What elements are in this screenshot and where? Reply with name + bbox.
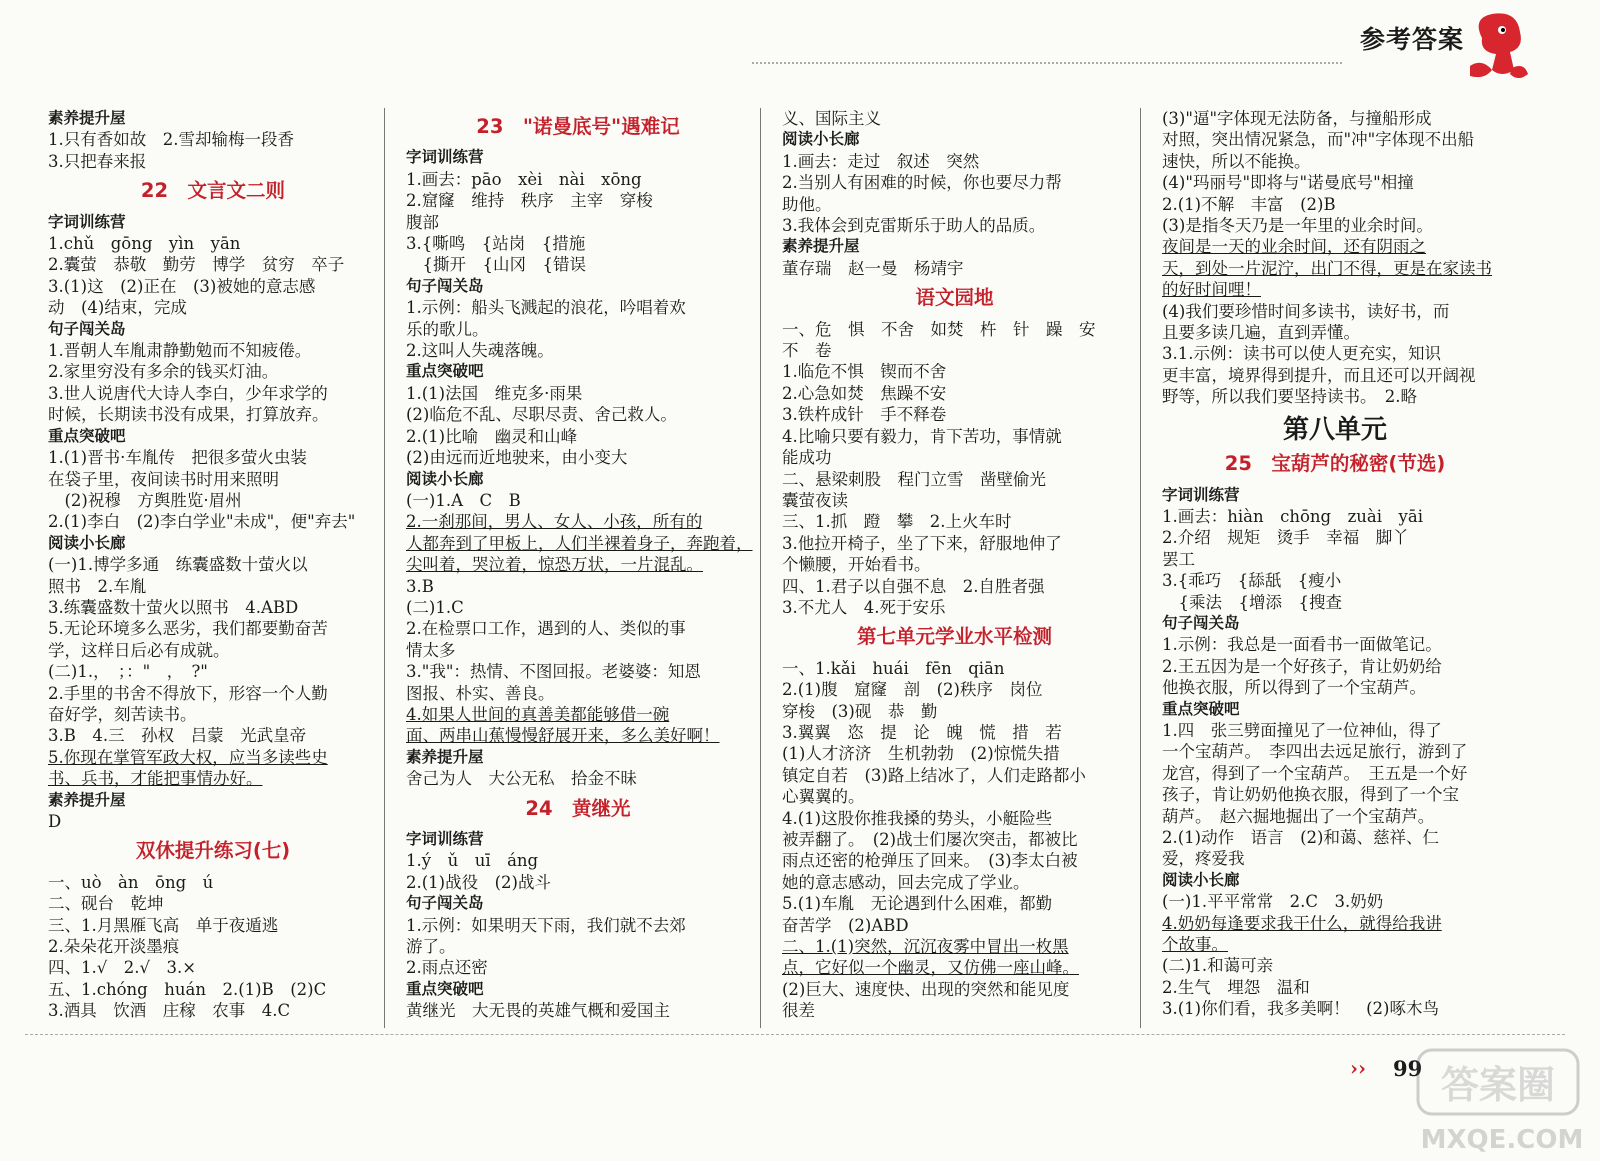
- subsection-heading: 素养提升屋: [48, 109, 126, 127]
- answer-line: (一)1.平平常常 2.C 3.奶奶: [1162, 892, 1384, 912]
- answer-line: 图报、朴实、善良。: [406, 683, 555, 703]
- answer-line: 1.只有香如故 2.雪却输梅一段香: [48, 130, 294, 150]
- answer-line: 1.画去：hiàn chōng zuài yāi: [1162, 506, 1423, 526]
- subsection-heading: 素养提升屋: [406, 747, 484, 766]
- page-deco: ››: [1350, 1056, 1366, 1080]
- answer-line: 2.囊萤 恭敬 勤劳 博学 贫穷 卒子: [48, 255, 345, 275]
- footer-rule: [25, 1034, 1565, 1035]
- subsection-heading: 阅读小长廊: [1162, 870, 1240, 889]
- answer-line: 3.翼翼 恣 提 论 魄 慌 措 若: [782, 722, 1062, 742]
- subsection-heading: 字词训练营: [48, 212, 126, 231]
- answer-line: 野等，所以我们要坚持读书。 2.略: [1162, 387, 1417, 407]
- answer-line: 2.家里穷没有多余的钱买灯油。: [48, 362, 279, 382]
- answer-line: 镇定自若 (3)路上结冰了，人们走路都小: [782, 765, 1086, 785]
- answer-line: 3."我"：热情、不图回报。老婆婆：知恩: [406, 662, 701, 682]
- answer-column-1: [48, 108, 378, 1022]
- answer-line: 2.(1)比喻 幽灵和山峰: [406, 426, 578, 446]
- section-title: 23 "诺曼底号"遇难记: [476, 115, 680, 138]
- subsection-heading: 字词训练营: [406, 148, 484, 167]
- underlined-answer-line: 的好时间哩！: [1162, 280, 1261, 300]
- answer-line: (2)由远而近地驶来，由小变大: [406, 448, 628, 468]
- answer-line: (二)1.C: [406, 597, 464, 617]
- answer-line: 囊萤夜读: [782, 490, 848, 510]
- answer-line: 二、砚台 乾坤: [48, 894, 164, 914]
- answer-line: (2)临危不乱、尽职尽责、舍己救人。: [406, 405, 677, 425]
- underlined-answer-line: 天，到处一片泥泞，出门不得，更是在家读书: [1162, 258, 1492, 278]
- answer-line: 对照，突出情况紧急，而"冲"字体现不出船: [1162, 130, 1475, 150]
- underlined-answer-line: 4.奶奶每逢要求我干什么，就得给我讲: [1162, 913, 1442, 933]
- answer-line: 3.练囊盛数十萤火以照书 4.ABD: [48, 597, 299, 617]
- answer-line: {撕开 {山冈 {错误: [406, 255, 586, 275]
- subsection-heading: 句子闯关岛: [48, 319, 126, 338]
- subsection-heading: 素养提升屋: [48, 790, 126, 809]
- answer-line: 3.{乖巧 {舔舐 {瘦小: [1162, 571, 1342, 591]
- underlined-answer-line: 4.如果人世间的真善美都能够借一碗: [406, 704, 670, 724]
- subsection-heading: 阅读小长廊: [48, 533, 126, 552]
- answer-line: 3.{嘶鸣 {站岗 {措施: [406, 234, 586, 254]
- answer-line: 能成功: [782, 448, 832, 468]
- answer-column-3: [782, 108, 1127, 1022]
- watermark-logo: [1410, 1040, 1590, 1158]
- answer-line: 2.(1)腹 窟窿 剖 (2)秩序 岗位: [782, 680, 1043, 700]
- subsection-heading: 字词训练营: [406, 830, 484, 848]
- answer-line: 游了。: [406, 937, 456, 957]
- answer-line: 3.我体会到克雷斯乐于助人的品质。: [782, 216, 1046, 236]
- answer-line: 3.只把春来报: [48, 151, 147, 171]
- answer-line: 一个宝葫芦。 李四出去远足旅行，游到了: [1162, 742, 1468, 762]
- underlined-answer-line: 人都奔到了甲板上，人们半裸着身子，奔跑着，: [406, 533, 753, 553]
- answer-line: 孩子，肯让奶奶他换衣服，得到了一个宝: [1162, 785, 1459, 805]
- answer-line: 1.临危不惧 锲而不舍: [782, 362, 947, 382]
- column-divider: [384, 108, 385, 1028]
- answer-line: D: [48, 812, 62, 831]
- answer-line: 爱，疼爱我: [1162, 849, 1245, 869]
- answer-line: 五、1.chóng huán 2.(1)B (2)C: [48, 979, 327, 999]
- answer-line: 二、悬梁刺股 程门立雪 凿壁偷光: [782, 469, 1046, 489]
- answer-line: 3.酒具 饮酒 庄稼 农事 4.C: [48, 1001, 291, 1021]
- answer-line: 穿梭 (3)砚 恭 勤: [782, 701, 938, 721]
- answer-line: 罢工: [1162, 549, 1195, 569]
- answer-line: 奋好学，刻苦读书。: [48, 704, 197, 724]
- answer-line: 1.画去：pāo xèi nài xōng: [406, 169, 642, 189]
- answer-line: (一)1.博学多通 练囊盛数十萤火以: [48, 555, 308, 575]
- answer-line: 乐的歌儿。: [406, 319, 489, 339]
- underlined-answer-line: 个故事。: [1162, 935, 1228, 955]
- answer-line: (二)1.， ；：" ， ?": [48, 662, 208, 682]
- answer-line: 心翼翼的。: [782, 787, 865, 807]
- answer-line: 时候，长期读书没有成果，打算放弃。: [48, 405, 329, 425]
- answer-line: 1.画去：走过 叙述 突然: [782, 151, 980, 171]
- answer-line: 黄继光 大无畏的英雄气概和爱国主: [406, 1001, 670, 1021]
- answer-line: 2.当别人有困难的时候，你也要尽力帮: [782, 173, 1062, 193]
- answer-line: 3.B 4.三 孙权 吕蒙 光武皇帝: [48, 726, 307, 746]
- answer-line: 龙宫，得到了一个宝葫芦。 王五是一个好: [1162, 763, 1468, 783]
- answer-line: 一、危 惧 不舍 如焚 杵 针 躁 安: [782, 319, 1096, 339]
- subsection-heading: 阅读小长廊: [782, 130, 860, 149]
- underlined-answer-line: 面、两串山蕉慢慢舒展开来，多么美好啊！: [406, 726, 720, 746]
- answer-line: 2.雨点还密: [406, 958, 488, 978]
- section-title: 双休提升练习(七): [135, 839, 291, 863]
- answer-line: 1.晋朝人车胤肃静勤勉而不知疲倦。: [48, 341, 312, 361]
- answer-line: (3)是指冬天乃是一年里的业余时间。: [1162, 216, 1433, 236]
- answer-line: 3.1.示例：读书可以使人更充实，知识: [1162, 344, 1441, 364]
- watermark-text: 答案圈: [1440, 1063, 1556, 1107]
- answer-line: 2.窟窿 维持 秩序 主宰 穿梭: [406, 191, 653, 211]
- section-title: 第七单元学业水平检测: [856, 625, 1052, 649]
- page-header-title: 参考答案: [1360, 25, 1465, 54]
- answer-line: 很差: [782, 1001, 815, 1021]
- underlined-answer-line: 2.一刹那间，男人、女人、小孩，所有的: [406, 512, 703, 532]
- mascot-icon: [1462, 8, 1532, 84]
- answer-line: (4)我们要珍惜时间多读书，读好书，而: [1162, 301, 1450, 321]
- answer-line: 个懒腰，开始看书。: [782, 555, 931, 575]
- answer-line: 更丰富，境界得到提升，而且还可以开阔视: [1162, 365, 1476, 385]
- answer-line: 2.在检票口工作，遇到的人、类似的事: [406, 619, 686, 639]
- answer-line: 1.(1)晋书·车胤传 把很多萤火虫装: [48, 448, 307, 468]
- subsection-heading: 重点突破吧: [48, 426, 126, 445]
- answer-line: 2.介绍 规矩 烫手 幸福 脚丫: [1162, 528, 1409, 548]
- answer-line: 助他。: [782, 194, 832, 214]
- answer-line: 5.(1)车胤 无论遇到什么困难，都勤: [782, 894, 1053, 914]
- answer-line: 一、1.kǎi huái fēn qiān: [782, 658, 1005, 678]
- answer-line: 一、uò àn ōng ú: [48, 872, 214, 892]
- underlined-answer-line: 尖叫着，哭泣着，惊恐万状，一片混乱。: [406, 555, 703, 575]
- underlined-answer-line: 5.你现在掌管军政大权，应当多读些史: [48, 747, 328, 767]
- subsection-heading: 句子闯关岛: [406, 894, 484, 913]
- answer-line: 3.(1)你们看，我多美啊！ (2)啄木鸟: [1162, 999, 1439, 1019]
- answer-line: 奋苦学 (2)ABD: [782, 915, 909, 935]
- answer-line: 3.(1)这 (2)正在 (3)被她的意志感: [48, 276, 316, 296]
- answer-line: 3.不尤人 4.死于安乐: [782, 597, 946, 617]
- answer-column-2: [406, 108, 753, 1022]
- answer-line: (1)人才济济 生机勃勃 (2)惊慌失措: [782, 744, 1060, 764]
- answer-line: 学，这样日后必有成就。: [48, 640, 230, 660]
- watermark-url: MXQE.COM: [1420, 1125, 1584, 1155]
- underlined-answer-line: 二、1.(1)突然，沉沉夜雾中冒出一枚黑: [782, 937, 1069, 957]
- answer-line: 2.(1)战役 (2)战斗: [406, 872, 551, 892]
- answer-line: 2.(1)李白 (2)李白学业"未成"，便"弃去": [48, 512, 356, 532]
- answer-line: 3.铁杵成针 手不释卷: [782, 405, 947, 425]
- answer-line: 且要多读几遍，直到弄懂。: [1162, 323, 1360, 343]
- answer-line: 2.生气 埋怨 温和: [1162, 977, 1310, 997]
- answer-line: 腹部: [406, 212, 439, 232]
- answer-line: 照书 2.车胤: [48, 576, 147, 596]
- answer-line: 四、1.君子以自强不息 2.自胜者强: [782, 576, 1045, 596]
- page-number: 99: [1393, 1056, 1423, 1081]
- subsection-heading: 重点突破吧: [406, 979, 484, 998]
- answer-line: 速快，所以不能换。: [1162, 151, 1311, 171]
- answer-line: (3)"逼"字体现无法防备，与撞船形成: [1162, 109, 1432, 128]
- answer-line: 1.示例：如果明天下雨，我们就不去郊: [406, 915, 686, 935]
- subsection-heading: 重点突破吧: [1162, 699, 1240, 718]
- answer-line: 3.B: [406, 576, 434, 596]
- answer-line: 在袋子里，夜间读书时用来照明: [48, 469, 279, 489]
- answer-line: 动 (4)结束，完成: [48, 298, 187, 318]
- subsection-heading: 字词训练营: [1162, 485, 1240, 504]
- answer-line: 1.四 张三劈面撞见了一位神仙，得了: [1162, 720, 1442, 740]
- answer-line: 雨点还密的枪弹压了回来。 (3)李太白被: [782, 851, 1078, 871]
- answer-line: 1.示例：船头飞溅起的浪花，吟唱着欢: [406, 298, 686, 318]
- section-title: 24 黄继光: [525, 796, 631, 820]
- answer-line: 2.这叫人失魂落魄。: [406, 341, 554, 361]
- answer-line: 董存瑞 赵一曼 杨靖宇: [782, 258, 964, 278]
- answer-line: 4.比喻只要有毅力，肯下苦功，事情就: [782, 426, 1062, 446]
- subsection-heading: 阅读小长廊: [406, 469, 484, 488]
- answer-line: 2.手里的书舍不得放下，形容一个人勤: [48, 683, 328, 703]
- answer-line: 四、1.√ 2.√ 3.×: [48, 958, 197, 978]
- answer-line: 3.世人说唐代大诗人李白，少年求学的: [48, 383, 328, 403]
- answer-line: (4)"玛丽号"即将与"诺曼底号"相撞: [1162, 173, 1414, 193]
- answer-line: 舍己为人 大公无私 拾金不昧: [406, 769, 637, 789]
- underlined-answer-line: 点，它好似一个幽灵，又仿佛一座山峰。: [782, 958, 1079, 978]
- answer-line: 3.他拉开椅子，坐了下来，舒服地伸了: [782, 533, 1062, 553]
- answer-line: 三、1.抓 蹬 攀 2.上火车时: [782, 512, 1012, 532]
- answer-line: 2.(1)动作 语言 (2)和蔼、慈祥、仁: [1162, 828, 1439, 847]
- column-divider: [760, 108, 761, 1028]
- answer-line: 三、1.月黑雁飞高 单于夜遁逃: [48, 915, 279, 935]
- subsection-heading: 句子闯关岛: [1162, 613, 1240, 632]
- answer-line: 1.示例：我总是一面看书一面做笔记。: [1162, 635, 1442, 655]
- answer-line: 2.王五因为是一个好孩子，肯让奶奶给: [1162, 656, 1442, 676]
- answer-line: 2.朵朵花开淡墨痕: [48, 937, 180, 957]
- section-title: 语文园地: [915, 286, 994, 310]
- answer-line: (二)1.和蔼可亲: [1162, 956, 1274, 976]
- answer-line: 葫芦。 赵六掘地掘出了一个宝葫芦。: [1162, 806, 1435, 826]
- column-divider: [1140, 108, 1141, 1028]
- answer-line: (一)1.A C B: [406, 490, 521, 510]
- answer-line: 他换衣服，所以得到了一个宝葫芦。: [1162, 678, 1426, 698]
- answer-line: 不 卷: [782, 341, 832, 361]
- answer-column-4: [1162, 108, 1508, 1020]
- answer-line: 2.心急如焚 焦躁不安: [782, 383, 947, 403]
- answer-line: 被弄翻了。 (2)战士们屡次突击，都被比: [782, 830, 1078, 849]
- section-title: 22 文言文二则: [140, 179, 286, 203]
- header-rule: [752, 62, 1342, 64]
- unit-title: 第八单元: [1282, 414, 1387, 445]
- subsection-heading: 重点突破吧: [406, 362, 484, 381]
- answer-line: (2)巨大、速度快、出现的突然和能见度: [782, 979, 1070, 999]
- answer-line: 1.chǔ gōng yìn yān: [48, 234, 241, 254]
- answer-line: 2.(1)不解 丰富 (2)B: [1162, 194, 1336, 214]
- answer-line: 1.ý ǔ uī áng: [406, 851, 539, 871]
- subsection-heading: 素养提升屋: [782, 237, 860, 256]
- answer-line: 4.(1)这股你推我搡的势头，小艇险些: [782, 808, 1053, 828]
- answer-line: 她的意志感动，回去完成了学业。: [782, 872, 1030, 892]
- answer-line: (2)祝穆 方舆胜览·眉州: [48, 490, 242, 510]
- answer-line: 1.(1)法国 维克多·雨果: [406, 383, 583, 403]
- underlined-answer-line: 夜间是一天的业余时间，还有阴雨之: [1162, 237, 1426, 257]
- underlined-answer-line: 书、兵书，才能把事情办好。: [48, 769, 263, 789]
- answer-line: 5.无论环境多么恶劣，我们都要勤奋苦: [48, 619, 328, 639]
- answer-line: {乘法 {增添 {搜查: [1162, 592, 1342, 612]
- answer-line: 情太多: [406, 640, 456, 660]
- answer-line: 义、国际主义: [782, 109, 881, 128]
- subsection-heading: 句子闯关岛: [406, 276, 484, 295]
- section-title: 25 宝葫芦的秘密(节选): [1224, 452, 1446, 476]
